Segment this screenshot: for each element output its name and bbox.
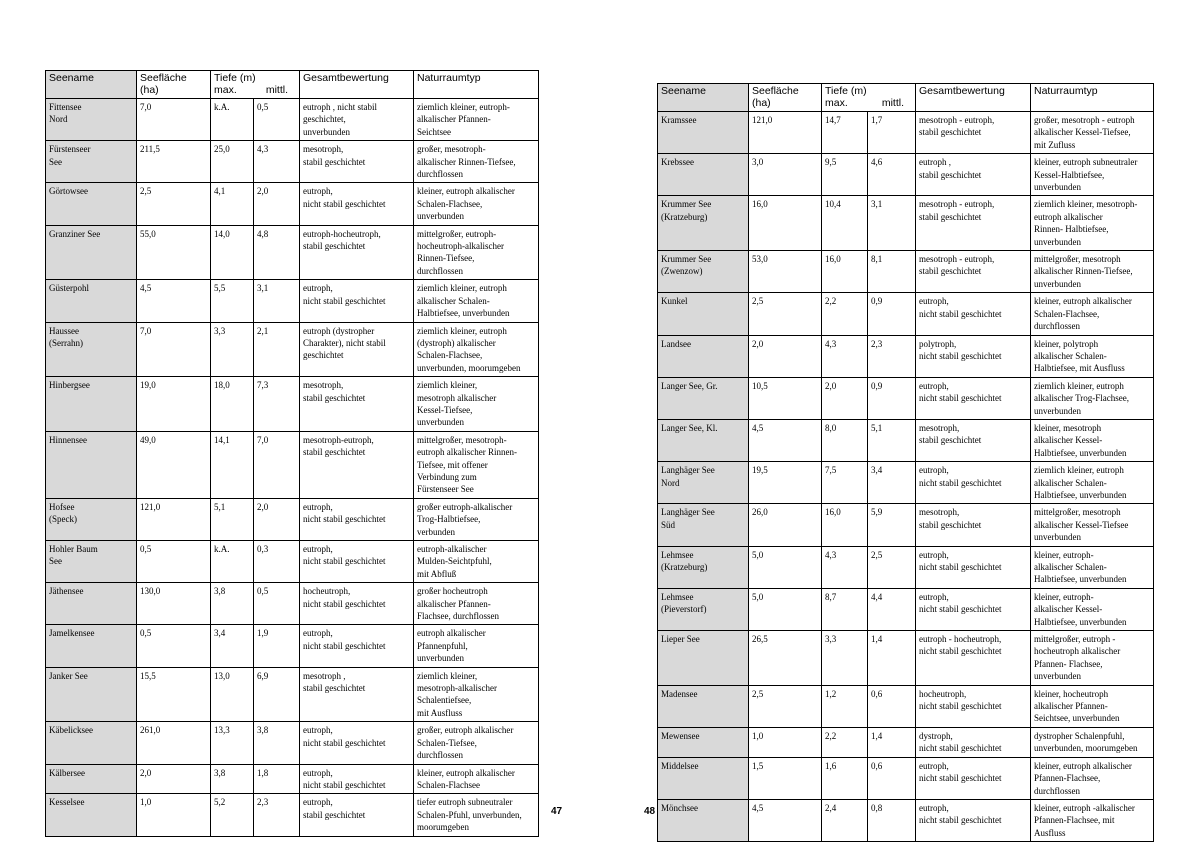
left-page	[45, 70, 538, 837]
cell-seename: Krebssee	[658, 154, 749, 196]
cell-tiefe-max: 9,5	[822, 154, 868, 196]
cell-tiefe-max: k.A.	[211, 541, 254, 583]
cell-gesamtbewertung: mesotroph , stabil geschichtet	[300, 667, 414, 722]
cell-tiefe-mittl: 3,1	[254, 280, 300, 322]
cell-tiefe-max: 1,2	[822, 685, 868, 727]
cell-naturraumtyp: kleiner, eutroph alkalischer Schalen-Flachsee, unverbunden	[414, 183, 539, 225]
table-row	[658, 504, 1154, 546]
cell-tiefe-mittl: 4,4	[868, 588, 916, 630]
table-row	[658, 377, 1154, 419]
table-row	[46, 225, 539, 280]
table-row	[46, 583, 539, 625]
cell-gesamtbewertung: dystroph, nicht stabil geschichtet	[916, 727, 1031, 757]
cell-naturraumtyp: kleiner, mesotroph alkalischer Kessel- Halbtiefsee, unverbunden	[1031, 419, 1154, 461]
header-seeflaeche: Seefläche (ha)	[137, 71, 211, 99]
cell-tiefe-mittl: 2,0	[254, 183, 300, 225]
cell-seename: Hofsee (Speck)	[46, 498, 137, 540]
table-row	[658, 335, 1154, 377]
cell-gesamtbewertung: hocheutroph, nicht stabil geschichtet	[916, 685, 1031, 727]
cell-tiefe-max: 25,0	[211, 141, 254, 183]
cell-seename: Middelsee	[658, 757, 749, 799]
table-row	[46, 280, 539, 322]
cell-seeflaeche: 1,5	[749, 757, 822, 799]
cell-tiefe-mittl: 1,7	[868, 112, 916, 154]
cell-tiefe-mittl: 2,5	[868, 546, 916, 588]
cell-naturraumtyp: kleiner, eutroph- alkalischer Kessel- Halbtiefsee, unverbunden	[1031, 588, 1154, 630]
cell-gesamtbewertung: hocheutroph, nicht stabil geschichtet	[300, 583, 414, 625]
cell-tiefe-mittl: 0,8	[868, 799, 916, 841]
header-mittl: mittl.	[265, 83, 288, 96]
cell-gesamtbewertung: mesotroph - eutroph, stabil geschichtet	[916, 196, 1031, 251]
table-row	[658, 251, 1154, 293]
cell-seename: Langhäger See Nord	[658, 462, 749, 504]
table-row	[46, 625, 539, 667]
cell-seeflaeche: 4,5	[137, 280, 211, 322]
cell-naturraumtyp: kleiner, hocheutroph alkalischer Pfannen- Seichtsee, unverbunden	[1031, 685, 1154, 727]
table-row	[658, 112, 1154, 154]
header-max: max.	[825, 96, 848, 109]
cell-naturraumtyp: ziemlich kleiner, mesotroph alkalischer Kessel-Tiefsee, unverbunden	[414, 377, 539, 432]
cell-naturraumtyp: kleiner, polytroph alkalischer Schalen- Halbtiefsee, mit Ausfluss	[1031, 335, 1154, 377]
cell-gesamtbewertung: mesotroph, stabil geschichtet	[300, 377, 414, 432]
cell-naturraumtyp: ziemlich kleiner, eutroph alkalischer Schalen- Halbtiefsee, unverbunden	[1031, 462, 1154, 504]
cell-tiefe-mittl: 0,5	[254, 99, 300, 141]
cell-seeflaeche: 7,0	[137, 322, 211, 377]
cell-seeflaeche: 4,5	[749, 419, 822, 461]
cell-naturraumtyp: großer hocheutroph alkalischer Pfannen- Flachsee, durchflossen	[414, 583, 539, 625]
table-row	[658, 799, 1154, 841]
cell-gesamtbewertung: eutroph , nicht stabil geschichtet, unverbunden	[300, 99, 414, 141]
cell-seename: Langer See, Gr.	[658, 377, 749, 419]
cell-naturraumtyp: kleiner, eutroph alkalischer Schalen-Flachsee, durchflossen	[1031, 293, 1154, 335]
cell-gesamtbewertung: eutroph, nicht stabil geschichtet	[300, 625, 414, 667]
cell-seeflaeche: 26,5	[749, 631, 822, 686]
table-row	[46, 541, 539, 583]
table-row	[658, 462, 1154, 504]
cell-naturraumtyp: ziemlich kleiner, eutroph- alkalischer Pfannen- Seichtsee	[414, 99, 539, 141]
cell-seename: Lieper See	[658, 631, 749, 686]
cell-tiefe-max: 5,1	[211, 498, 254, 540]
cell-naturraumtyp: mittelgroßer, mesotroph alkalischer Rinnen-Tiefsee, unverbunden	[1031, 251, 1154, 293]
cell-seeflaeche: 55,0	[137, 225, 211, 280]
cell-tiefe-max: 10,4	[822, 196, 868, 251]
table-row	[46, 764, 539, 794]
cell-naturraumtyp: eutroph alkalischer Pfannenpfuhl, unverbunden	[414, 625, 539, 667]
cell-gesamtbewertung: eutroph, nicht stabil geschichtet	[300, 722, 414, 764]
cell-tiefe-max: 14,1	[211, 431, 254, 498]
cell-seename: Mewensee	[658, 727, 749, 757]
cell-gesamtbewertung: mesotroph - eutroph, stabil geschichtet	[916, 112, 1031, 154]
cell-naturraumtyp: großer, mesotroph - eutroph alkalischer Kessel-Tiefsee, mit Zufluss	[1031, 112, 1154, 154]
cell-tiefe-mittl: 2,3	[868, 335, 916, 377]
cell-gesamtbewertung: eutroph , stabil geschichtet	[916, 154, 1031, 196]
cell-seename: Lehmsee (Kratzeburg)	[658, 546, 749, 588]
cell-seename: Hohler Baum See	[46, 541, 137, 583]
table-body-right	[658, 112, 1154, 842]
cell-gesamtbewertung: eutroph, nicht stabil geschichtet	[300, 183, 414, 225]
cell-seename: Lehmsee (Pieverstorf)	[658, 588, 749, 630]
cell-seename: Janker See	[46, 667, 137, 722]
cell-naturraumtyp: großer, mesotroph- alkalischer Rinnen-Tiefsee, durchflossen	[414, 141, 539, 183]
cell-tiefe-mittl: 2,1	[254, 322, 300, 377]
cell-tiefe-max: 2,0	[822, 377, 868, 419]
cell-naturraumtyp: mittelgroßer, eutroph- hocheutroph-alkalischer Rinnen-Tiefsee, durchflossen	[414, 225, 539, 280]
cell-tiefe-max: 14,0	[211, 225, 254, 280]
table-row	[658, 419, 1154, 461]
cell-seename: Kramssee	[658, 112, 749, 154]
cell-gesamtbewertung: mesotroph, stabil geschichtet	[916, 419, 1031, 461]
cell-seeflaeche: 121,0	[749, 112, 822, 154]
cell-gesamtbewertung: eutroph, stabil geschichtet	[300, 794, 414, 836]
cell-seeflaeche: 53,0	[749, 251, 822, 293]
cell-tiefe-mittl: 6,9	[254, 667, 300, 722]
cell-tiefe-max: 3,4	[211, 625, 254, 667]
cell-seeflaeche: 2,5	[137, 183, 211, 225]
cell-tiefe-max: 4,1	[211, 183, 254, 225]
cell-tiefe-mittl: 0,9	[868, 377, 916, 419]
table-row	[658, 757, 1154, 799]
cell-tiefe-mittl: 0,6	[868, 685, 916, 727]
cell-tiefe-mittl: 0,5	[254, 583, 300, 625]
cell-seename: Käbelicksee	[46, 722, 137, 764]
table-header-row	[46, 71, 539, 99]
cell-tiefe-max: 16,0	[822, 504, 868, 546]
cell-naturraumtyp: tiefer eutroph subneutraler Schalen-Pfuhl, unverbunden, moorumgeben	[414, 794, 539, 836]
cell-seename: Langer See, Kl.	[658, 419, 749, 461]
table-row	[658, 631, 1154, 686]
cell-seename: Hinnensee	[46, 431, 137, 498]
cell-seeflaeche: 130,0	[137, 583, 211, 625]
cell-tiefe-mittl: 4,3	[254, 141, 300, 183]
cell-seeflaeche: 0,5	[137, 541, 211, 583]
cell-tiefe-max: 13,0	[211, 667, 254, 722]
cell-gesamtbewertung: eutroph, nicht stabil geschichtet	[300, 541, 414, 583]
cell-tiefe-max: 8,0	[822, 419, 868, 461]
cell-seename: Landsee	[658, 335, 749, 377]
cell-seename: Kunkel	[658, 293, 749, 335]
cell-seeflaeche: 4,5	[749, 799, 822, 841]
table-row	[46, 377, 539, 432]
table-row	[46, 794, 539, 836]
table-row	[46, 99, 539, 141]
cell-tiefe-max: 3,3	[822, 631, 868, 686]
cell-tiefe-max: 16,0	[822, 251, 868, 293]
cell-naturraumtyp: kleiner, eutroph- alkalischer Schalen- Halbtiefsee, unverbunden	[1031, 546, 1154, 588]
cell-tiefe-mittl: 1,9	[254, 625, 300, 667]
cell-gesamtbewertung: eutroph, nicht stabil geschichtet	[916, 799, 1031, 841]
header-max: max.	[214, 83, 237, 96]
table-row	[46, 322, 539, 377]
cell-tiefe-max: 5,2	[211, 794, 254, 836]
table-header-row	[658, 84, 1154, 112]
cell-seeflaeche: 261,0	[137, 722, 211, 764]
header-seename: Seename	[658, 84, 749, 112]
cell-gesamtbewertung: polytroph, nicht stabil geschichtet	[916, 335, 1031, 377]
cell-naturraumtyp: ziemlich kleiner, eutroph (dystroph) alkalischer Schalen-Flachsee, unverbunden, moorumgeben	[414, 322, 539, 377]
cell-tiefe-mittl: 2,3	[254, 794, 300, 836]
cell-tiefe-max: 18,0	[211, 377, 254, 432]
cell-gesamtbewertung: eutroph, nicht stabil geschichtet	[300, 280, 414, 322]
table-row	[46, 722, 539, 764]
cell-seename: Granziner See	[46, 225, 137, 280]
header-tiefe	[822, 84, 916, 112]
right-page	[657, 83, 1153, 842]
cell-seename: Jäthensee	[46, 583, 137, 625]
cell-seename: Kälbersee	[46, 764, 137, 794]
cell-seeflaeche: 16,0	[749, 196, 822, 251]
cell-tiefe-mittl: 2,0	[254, 498, 300, 540]
cell-tiefe-mittl: 4,8	[254, 225, 300, 280]
cell-tiefe-mittl: 7,3	[254, 377, 300, 432]
cell-naturraumtyp: großer, eutroph alkalischer Schalen-Tiefsee, durchflossen	[414, 722, 539, 764]
cell-naturraumtyp: mittelgroßer, eutroph - hocheutroph alkalischer Pfannen- Flachsee, unverbunden	[1031, 631, 1154, 686]
cell-seeflaeche: 3,0	[749, 154, 822, 196]
cell-seeflaeche: 5,0	[749, 546, 822, 588]
cell-naturraumtyp: ziemlich kleiner, eutroph alkalischer Trog-Flachsee, unverbunden	[1031, 377, 1154, 419]
cell-seename: Haussee (Serrahn)	[46, 322, 137, 377]
cell-seename: Fürstenseer See	[46, 141, 137, 183]
cell-seename: Hinbergsee	[46, 377, 137, 432]
cell-gesamtbewertung: eutroph, nicht stabil geschichtet	[916, 377, 1031, 419]
table-row	[658, 293, 1154, 335]
table-row	[658, 588, 1154, 630]
cell-naturraumtyp: ziemlich kleiner, eutroph alkalischer Schalen- Halbtiefsee, unverbunden	[414, 280, 539, 322]
cell-naturraumtyp: großer eutroph-alkalischer Trog-Halbtiefsee, verbunden	[414, 498, 539, 540]
cell-naturraumtyp: dystropher Schalenpfuhl, unverbunden, moorumgeben	[1031, 727, 1154, 757]
header-tiefe	[211, 71, 300, 99]
cell-naturraumtyp: kleiner, eutroph -alkalischer Pfannen-Flachsee, mit Ausfluss	[1031, 799, 1154, 841]
cell-tiefe-max: 7,5	[822, 462, 868, 504]
cell-gesamtbewertung: eutroph - hocheutroph, nicht stabil geschichtet	[916, 631, 1031, 686]
cell-naturraumtyp: kleiner, eutroph alkalischer Schalen-Flachsee	[414, 764, 539, 794]
cell-gesamtbewertung: eutroph-hocheutroph, stabil geschichtet	[300, 225, 414, 280]
header-naturraumtyp: Naturraumtyp	[414, 71, 539, 99]
cell-naturraumtyp: eutroph-alkalischer Mulden-Seichtpfuhl, mit Abfluß	[414, 541, 539, 583]
cell-tiefe-mittl: 0,9	[868, 293, 916, 335]
cell-seeflaeche: 2,0	[749, 335, 822, 377]
cell-tiefe-mittl: 3,4	[868, 462, 916, 504]
cell-seeflaeche: 19,0	[137, 377, 211, 432]
cell-seeflaeche: 10,5	[749, 377, 822, 419]
cell-gesamtbewertung: eutroph, nicht stabil geschichtet	[300, 498, 414, 540]
cell-seename: Fittensee Nord	[46, 99, 137, 141]
cell-seename: Güsterpohl	[46, 280, 137, 322]
cell-naturraumtyp: ziemlich kleiner, mesotroph-alkalischer Schalentiefsee, mit Ausfluss	[414, 667, 539, 722]
lake-table-right	[657, 83, 1154, 842]
cell-gesamtbewertung: mesotroph - eutroph, stabil geschichtet	[916, 251, 1031, 293]
header-gesamtbewertung: Gesamtbewertung	[916, 84, 1031, 112]
cell-seename: Mönchsee	[658, 799, 749, 841]
cell-tiefe-max: 2,2	[822, 293, 868, 335]
cell-gesamtbewertung: eutroph, nicht stabil geschichtet	[916, 546, 1031, 588]
cell-naturraumtyp: mittelgroßer, mesotroph alkalischer Kessel-Tiefsee unverbunden	[1031, 504, 1154, 546]
cell-tiefe-max: 3,3	[211, 322, 254, 377]
header-tiefe-label: Tiefe (m)	[214, 72, 256, 84]
cell-seeflaeche: 7,0	[137, 99, 211, 141]
cell-seename: Krummer See (Zwenzow)	[658, 251, 749, 293]
table-row	[46, 183, 539, 225]
cell-tiefe-max: 4,3	[822, 335, 868, 377]
cell-tiefe-max: 5,5	[211, 280, 254, 322]
header-gesamtbewertung: Gesamtbewertung	[300, 71, 414, 99]
cell-seeflaeche: 121,0	[137, 498, 211, 540]
cell-seename: Kesselsee	[46, 794, 137, 836]
header-seeflaeche: Seefläche (ha)	[749, 84, 822, 112]
cell-tiefe-mittl: 1,4	[868, 631, 916, 686]
cell-seeflaeche: 1,0	[137, 794, 211, 836]
cell-tiefe-max: 3,8	[211, 583, 254, 625]
page-number-right: 48	[644, 806, 656, 817]
lake-table-left	[45, 70, 539, 837]
cell-tiefe-max: 4,3	[822, 546, 868, 588]
table-row	[46, 498, 539, 540]
cell-tiefe-mittl: 7,0	[254, 431, 300, 498]
table-row	[658, 196, 1154, 251]
cell-naturraumtyp: mittelgroßer, mesotroph- eutroph alkalischer Rinnen- Tiefsee, mit offener Verbindung zum Fürstenseer See	[414, 431, 539, 498]
cell-tiefe-mittl: 1,4	[868, 727, 916, 757]
cell-gesamtbewertung: mesotroph, stabil geschichtet	[300, 141, 414, 183]
cell-gesamtbewertung: mesotroph-eutroph, stabil geschichtet	[300, 431, 414, 498]
cell-gesamtbewertung: eutroph, nicht stabil geschichtet	[916, 462, 1031, 504]
cell-seeflaeche: 1,0	[749, 727, 822, 757]
header-tiefe-label: Tiefe (m)	[825, 85, 867, 97]
table-row	[658, 685, 1154, 727]
cell-seeflaeche: 2,5	[749, 293, 822, 335]
cell-seeflaeche: 211,5	[137, 141, 211, 183]
cell-gesamtbewertung: eutroph, nicht stabil geschichtet	[300, 764, 414, 794]
cell-tiefe-max: k.A.	[211, 99, 254, 141]
cell-seeflaeche: 5,0	[749, 588, 822, 630]
cell-tiefe-max: 2,4	[822, 799, 868, 841]
cell-seeflaeche: 0,5	[137, 625, 211, 667]
header-mittl: mittl.	[881, 96, 904, 109]
cell-tiefe-mittl: 0,6	[868, 757, 916, 799]
cell-seename: Krummer See (Kratzeburg)	[658, 196, 749, 251]
header-seename: Seename	[46, 71, 137, 99]
page-number-left: 47	[551, 806, 563, 817]
table-row	[46, 141, 539, 183]
cell-seeflaeche: 2,0	[137, 764, 211, 794]
table-row	[658, 154, 1154, 196]
cell-seename: Langhäger See Süd	[658, 504, 749, 546]
cell-tiefe-mittl: 5,1	[868, 419, 916, 461]
cell-tiefe-max: 3,8	[211, 764, 254, 794]
cell-naturraumtyp: ziemlich kleiner, mesotroph- eutroph alkalischer Rinnen- Halbtiefsee, unverbunden	[1031, 196, 1154, 251]
table-row	[46, 431, 539, 498]
cell-tiefe-mittl: 0,3	[254, 541, 300, 583]
cell-tiefe-max: 8,7	[822, 588, 868, 630]
cell-naturraumtyp: kleiner, eutroph alkalischer Pfannen-Flachsee, durchflossen	[1031, 757, 1154, 799]
cell-seeflaeche: 26,0	[749, 504, 822, 546]
cell-gesamtbewertung: eutroph, nicht stabil geschichtet	[916, 293, 1031, 335]
cell-seename: Görtowsee	[46, 183, 137, 225]
cell-seeflaeche: 49,0	[137, 431, 211, 498]
cell-tiefe-mittl: 8,1	[868, 251, 916, 293]
table-row	[658, 546, 1154, 588]
cell-tiefe-max: 1,6	[822, 757, 868, 799]
cell-tiefe-max: 14,7	[822, 112, 868, 154]
table-row	[46, 667, 539, 722]
cell-naturraumtyp: kleiner, eutroph subneutraler Kessel-Halbtiefsee, unverbunden	[1031, 154, 1154, 196]
cell-gesamtbewertung: eutroph, nicht stabil geschichtet	[916, 588, 1031, 630]
cell-gesamtbewertung: eutroph (dystropher Charakter), nicht stabil geschichtet	[300, 322, 414, 377]
cell-tiefe-mittl: 5,9	[868, 504, 916, 546]
cell-tiefe-mittl: 3,8	[254, 722, 300, 764]
table-row	[658, 727, 1154, 757]
cell-seename: Madensee	[658, 685, 749, 727]
cell-tiefe-mittl: 3,1	[868, 196, 916, 251]
cell-tiefe-mittl: 4,6	[868, 154, 916, 196]
cell-seename: Jamelkensee	[46, 625, 137, 667]
cell-seeflaeche: 19,5	[749, 462, 822, 504]
cell-gesamtbewertung: mesotroph, stabil geschichtet	[916, 504, 1031, 546]
cell-gesamtbewertung: eutroph, nicht stabil geschichtet	[916, 757, 1031, 799]
cell-tiefe-max: 13,3	[211, 722, 254, 764]
cell-seeflaeche: 2,5	[749, 685, 822, 727]
cell-tiefe-mittl: 1,8	[254, 764, 300, 794]
cell-seeflaeche: 15,5	[137, 667, 211, 722]
table-body-left	[46, 99, 539, 837]
header-naturraumtyp: Naturraumtyp	[1031, 84, 1154, 112]
cell-tiefe-max: 2,2	[822, 727, 868, 757]
